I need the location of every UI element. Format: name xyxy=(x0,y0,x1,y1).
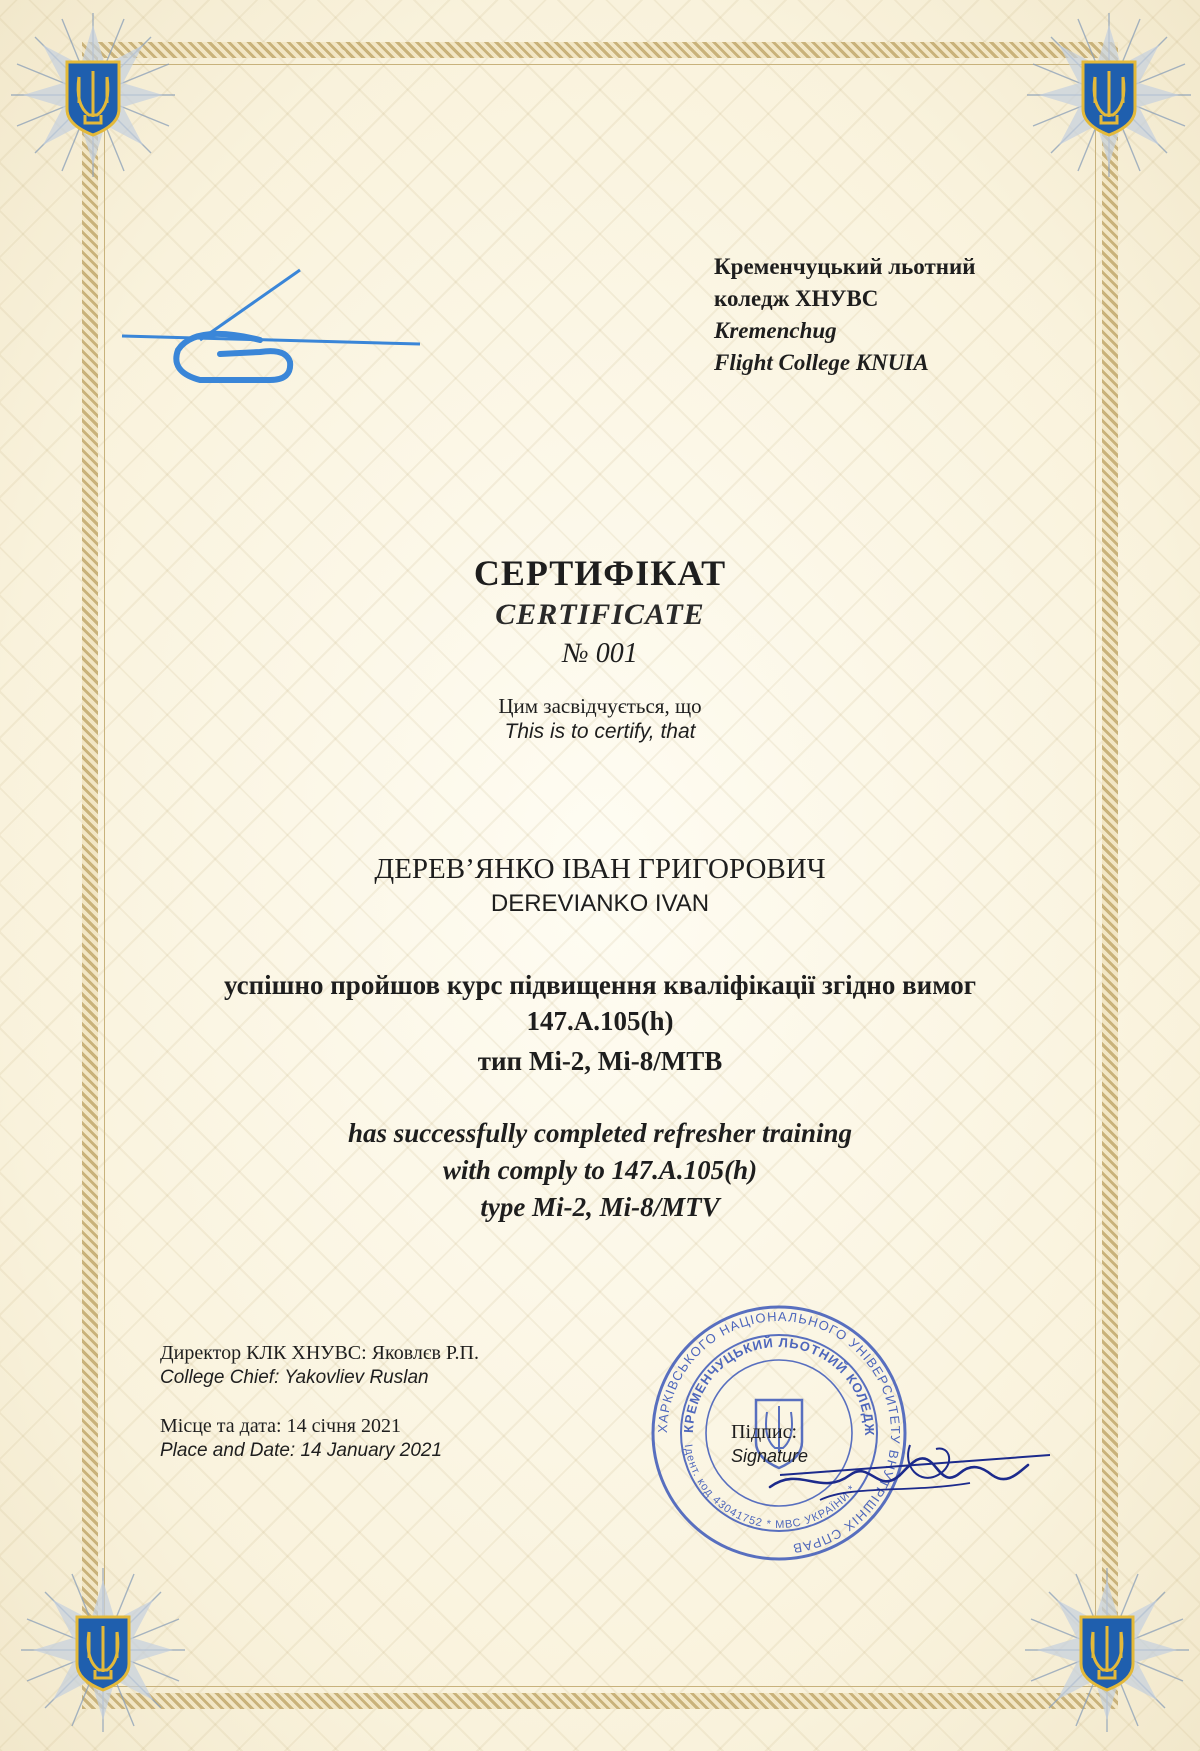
course-text-ua-line1: успішно пройшов курс підвищення кваліфікації згідно вимог xyxy=(223,970,977,1000)
corner-emblem-bottom-right xyxy=(1022,1565,1192,1735)
handwritten-signature xyxy=(760,1405,1060,1515)
college-name-ua-line1: Кременчуцький льотний xyxy=(714,254,976,279)
signature-label-en: Signature xyxy=(731,1446,809,1466)
place-date-ua: Місце та дата: 14 січня 2021 xyxy=(160,1415,402,1437)
place-date-en: Place and Date: 14 January 2021 xyxy=(160,1440,443,1461)
course-text-ua-line3: тип Мі-2, Мі-8/МТВ xyxy=(477,1046,723,1076)
stamp-inner-text: КРЕМЕНЧУЦЬКИЙ ЛЬОТНИЙ КОЛЕДЖ xyxy=(680,1334,878,1437)
signature-scribble-icon xyxy=(760,1405,1060,1515)
certificate-title-ua: СЕРТИФІКАТ xyxy=(473,553,727,593)
recipient-name-ua: ДЕРЕВ’ЯНКО ІВАН ГРИГОРОВИЧ xyxy=(374,853,826,885)
trident-star-icon xyxy=(8,10,178,180)
wing-logo-icon xyxy=(120,262,420,397)
course-text-ua-line2: 147.A.105(h) xyxy=(526,1006,674,1036)
signature-label-ua: Підпис: xyxy=(731,1421,798,1443)
trident-star-icon xyxy=(18,1565,188,1735)
trident-star-icon xyxy=(1022,1565,1192,1735)
corner-emblem-top-left xyxy=(8,10,178,180)
trident-star-icon xyxy=(1024,10,1194,180)
college-name-ua-line2: коледж ХНУВС xyxy=(714,286,879,311)
course-text-en-line3: type Mi-2, Mi-8/MTV xyxy=(480,1192,720,1222)
stamp-bottom-text: Ідент. код 43041752 * МВС УКРАЇНИ * xyxy=(681,1443,859,1532)
director-ua: Директор КЛК ХНУВС: Яковлєв Р.П. xyxy=(160,1342,479,1364)
college-name-en-line1: Kremenchug xyxy=(714,318,837,343)
college-logo xyxy=(120,262,420,397)
certificate-number: № 001 xyxy=(562,638,638,669)
stamp-outer-text: ХАРКІВСЬКОГО НАЦІОНАЛЬНОГО УНІВЕРСИТЕТУ ВНУТРІШНІХ СПРАВ xyxy=(654,1308,904,1557)
certify-text-en: This is to certify, that xyxy=(504,720,696,743)
course-text-en-line1: has successfully completed refresher training xyxy=(348,1118,852,1148)
certify-text-ua: Цим засвідчується, що xyxy=(498,694,702,718)
recipient-name-en: DEREVIANKO IVAN xyxy=(490,890,710,917)
director-block xyxy=(160,1342,479,1389)
course-text-en-line2: with comply to 147.A.105(h) xyxy=(442,1155,758,1185)
certificate-title-en: CERTIFICATE xyxy=(495,598,705,631)
director-en: College Chief: Yakovliev Ruslan xyxy=(160,1367,429,1388)
corner-emblem-bottom-left xyxy=(18,1565,188,1735)
place-date-block xyxy=(160,1415,442,1462)
college-name-block xyxy=(714,251,976,379)
college-name-en-line2: Flight College KNUIA xyxy=(714,350,929,375)
corner-emblem-top-right xyxy=(1024,10,1194,180)
